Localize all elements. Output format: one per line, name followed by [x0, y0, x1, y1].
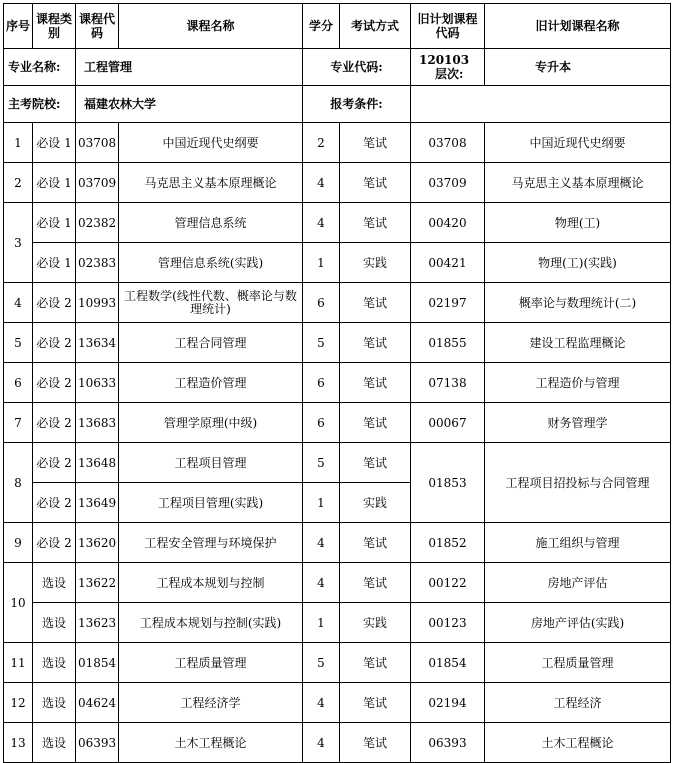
category-cell: 选设	[33, 563, 76, 603]
old-code-cell: 03708	[411, 123, 485, 163]
exam-cell: 笔试	[340, 163, 411, 203]
exam-cell: 笔试	[340, 123, 411, 163]
old-code-cell: 07138	[411, 363, 485, 403]
old-code-cell: 02197	[411, 283, 485, 323]
credit-cell: 6	[303, 283, 340, 323]
code-cell: 03708	[76, 123, 119, 163]
exam-cell: 实践	[340, 243, 411, 283]
old-name-cell: 施工组织与管理	[485, 523, 671, 563]
table-row	[4, 723, 671, 763]
category-cell: 必设 2	[33, 523, 76, 563]
col-code: 课程代码	[76, 4, 119, 49]
exam-cell: 笔试	[340, 443, 411, 483]
old-code-cell: 06393	[411, 723, 485, 763]
name-cell: 工程成本规划与控制(实践)	[119, 603, 303, 643]
table-row	[4, 643, 671, 683]
name-cell: 工程经济学	[119, 683, 303, 723]
name-cell: 马克思主义基本原理概论	[119, 163, 303, 203]
table-row	[4, 163, 671, 203]
name-cell: 管理信息系统(实践)	[119, 243, 303, 283]
code-cell: 03709	[76, 163, 119, 203]
credit-cell: 5	[303, 643, 340, 683]
old-code-cell: 01855	[411, 323, 485, 363]
code-cell: 04624	[76, 683, 119, 723]
credit-cell: 4	[303, 683, 340, 723]
category-cell: 选设	[33, 683, 76, 723]
old-name-cell: 房地产评估	[485, 563, 671, 603]
requirement-label: 报考条件:	[303, 86, 411, 123]
code-cell: 13620	[76, 523, 119, 563]
credit-cell: 2	[303, 123, 340, 163]
old-name-cell: 财务管理学	[485, 403, 671, 443]
requirement-value	[411, 86, 671, 123]
seq-cell: 3	[4, 203, 33, 283]
category-cell: 必设 2	[33, 443, 76, 483]
seq-cell: 5	[4, 323, 33, 363]
exam-cell: 笔试	[340, 643, 411, 683]
credit-cell: 4	[303, 723, 340, 763]
credit-cell: 5	[303, 323, 340, 363]
code-cell: 06393	[76, 723, 119, 763]
old-name-cell: 工程项目招投标与合同管理	[485, 443, 671, 523]
table-row	[4, 323, 671, 363]
school-label: 主考院校:	[4, 86, 76, 123]
name-cell: 工程造价管理	[119, 363, 303, 403]
name-cell: 工程成本规划与控制	[119, 563, 303, 603]
seq-cell: 6	[4, 363, 33, 403]
seq-cell: 10	[4, 563, 33, 643]
exam-cell: 笔试	[340, 723, 411, 763]
course-rows	[4, 123, 671, 763]
col-old-code: 旧计划课程代码	[411, 4, 485, 49]
exam-cell: 笔试	[340, 323, 411, 363]
exam-cell: 实践	[340, 483, 411, 523]
exam-cell: 笔试	[340, 403, 411, 443]
seq-cell: 13	[4, 723, 33, 763]
credit-cell: 4	[303, 163, 340, 203]
table-row	[4, 123, 671, 163]
old-code-cell: 02194	[411, 683, 485, 723]
table-row	[4, 203, 671, 243]
seq-cell: 8	[4, 443, 33, 523]
code-cell: 13683	[76, 403, 119, 443]
exam-cell: 实践	[340, 603, 411, 643]
credit-cell: 6	[303, 403, 340, 443]
code-cell: 13649	[76, 483, 119, 523]
table-row	[4, 523, 671, 563]
category-cell: 必设 1	[33, 123, 76, 163]
school-value: 福建农林大学	[76, 86, 303, 123]
credit-cell: 4	[303, 203, 340, 243]
major-code-value	[411, 49, 485, 86]
table-row	[4, 283, 671, 323]
name-cell: 工程项目管理(实践)	[119, 483, 303, 523]
seq-cell: 12	[4, 683, 33, 723]
old-code-cell: 01852	[411, 523, 485, 563]
code-cell: 13648	[76, 443, 119, 483]
old-name-cell: 土木工程概论	[485, 723, 671, 763]
category-cell: 选设	[33, 723, 76, 763]
major-code-label: 专业代码:	[303, 49, 411, 86]
old-code-cell: 00122	[411, 563, 485, 603]
old-name-cell: 物理(工)	[485, 203, 671, 243]
name-cell: 工程项目管理	[119, 443, 303, 483]
major-code-text: 120103	[419, 53, 470, 67]
seq-cell: 2	[4, 163, 33, 203]
name-cell: 工程合同管理	[119, 323, 303, 363]
level-label: 层次:	[435, 67, 464, 81]
category-cell: 必设 1	[33, 163, 76, 203]
category-cell: 必设 1	[33, 203, 76, 243]
old-code-cell: 00420	[411, 203, 485, 243]
old-name-cell: 中国近现代史纲要	[485, 123, 671, 163]
col-category: 课程类别	[33, 4, 76, 49]
old-code-cell: 01853	[411, 443, 485, 523]
exam-cell: 笔试	[340, 203, 411, 243]
seq-cell: 9	[4, 523, 33, 563]
old-name-cell: 马克思主义基本原理概论	[485, 163, 671, 203]
code-cell: 13622	[76, 563, 119, 603]
code-cell: 13634	[76, 323, 119, 363]
level-value: 专升本	[485, 49, 671, 86]
old-name-cell: 工程质量管理	[485, 643, 671, 683]
table-row	[4, 243, 671, 283]
seq-cell: 11	[4, 643, 33, 683]
old-code-cell: 01854	[411, 643, 485, 683]
category-cell: 必设 2	[33, 363, 76, 403]
category-cell: 必设 2	[33, 323, 76, 363]
col-name: 课程名称	[119, 4, 303, 49]
credit-cell: 1	[303, 603, 340, 643]
old-code-cell: 00421	[411, 243, 485, 283]
old-code-cell: 00067	[411, 403, 485, 443]
table-row	[4, 603, 671, 643]
name-cell: 土木工程概论	[119, 723, 303, 763]
name-cell: 管理学原理(中级)	[119, 403, 303, 443]
exam-cell: 笔试	[340, 523, 411, 563]
major-name-value: 工程管理	[76, 49, 303, 86]
old-name-cell: 建设工程监理概论	[485, 323, 671, 363]
old-name-cell: 房地产评估(实践)	[485, 603, 671, 643]
exam-cell: 笔试	[340, 283, 411, 323]
exam-cell: 笔试	[340, 563, 411, 603]
code-cell: 13623	[76, 603, 119, 643]
exam-cell: 笔试	[340, 363, 411, 403]
category-cell: 必设 2	[33, 403, 76, 443]
exam-cell: 笔试	[340, 683, 411, 723]
category-cell: 选设	[33, 643, 76, 683]
column-headers	[4, 4, 671, 49]
col-seq: 序号	[4, 4, 33, 49]
credit-cell: 1	[303, 243, 340, 283]
credit-cell: 5	[303, 443, 340, 483]
name-cell: 工程质量管理	[119, 643, 303, 683]
old-name-cell: 物理(工)(实践)	[485, 243, 671, 283]
table-row	[4, 563, 671, 603]
old-name-cell: 工程造价与管理	[485, 363, 671, 403]
credit-cell: 6	[303, 363, 340, 403]
seq-cell: 1	[4, 123, 33, 163]
old-code-cell: 00123	[411, 603, 485, 643]
credit-cell: 4	[303, 563, 340, 603]
name-cell: 工程安全管理与环境保护	[119, 523, 303, 563]
name-cell: 管理信息系统	[119, 203, 303, 243]
credit-cell: 4	[303, 523, 340, 563]
col-credit: 学分	[303, 4, 340, 49]
code-cell: 10993	[76, 283, 119, 323]
seq-cell: 7	[4, 403, 33, 443]
category-cell: 必设 2	[33, 283, 76, 323]
old-name-cell: 概率论与数理统计(二)	[485, 283, 671, 323]
name-cell: 中国近现代史纲要	[119, 123, 303, 163]
major-name-label: 专业名称:	[4, 49, 76, 86]
table-row	[4, 683, 671, 723]
code-cell: 02382	[76, 203, 119, 243]
seq-cell: 4	[4, 283, 33, 323]
name-cell: 工程数学(线性代数、概率论与数理统计)	[119, 283, 303, 323]
category-cell: 选设	[33, 603, 76, 643]
old-code-cell: 03709	[411, 163, 485, 203]
course-plan-table	[3, 3, 671, 763]
credit-cell: 1	[303, 483, 340, 523]
table-row	[4, 363, 671, 403]
category-cell: 必设 1	[33, 243, 76, 283]
category-cell: 必设 2	[33, 483, 76, 523]
code-cell: 01854	[76, 643, 119, 683]
code-cell: 10633	[76, 363, 119, 403]
code-cell: 02383	[76, 243, 119, 283]
old-name-cell: 工程经济	[485, 683, 671, 723]
table-row	[4, 443, 671, 483]
table-row	[4, 403, 671, 443]
col-old-name: 旧计划课程名称	[485, 4, 671, 49]
col-exam: 考试方式	[340, 4, 411, 49]
plan-header	[4, 49, 671, 123]
